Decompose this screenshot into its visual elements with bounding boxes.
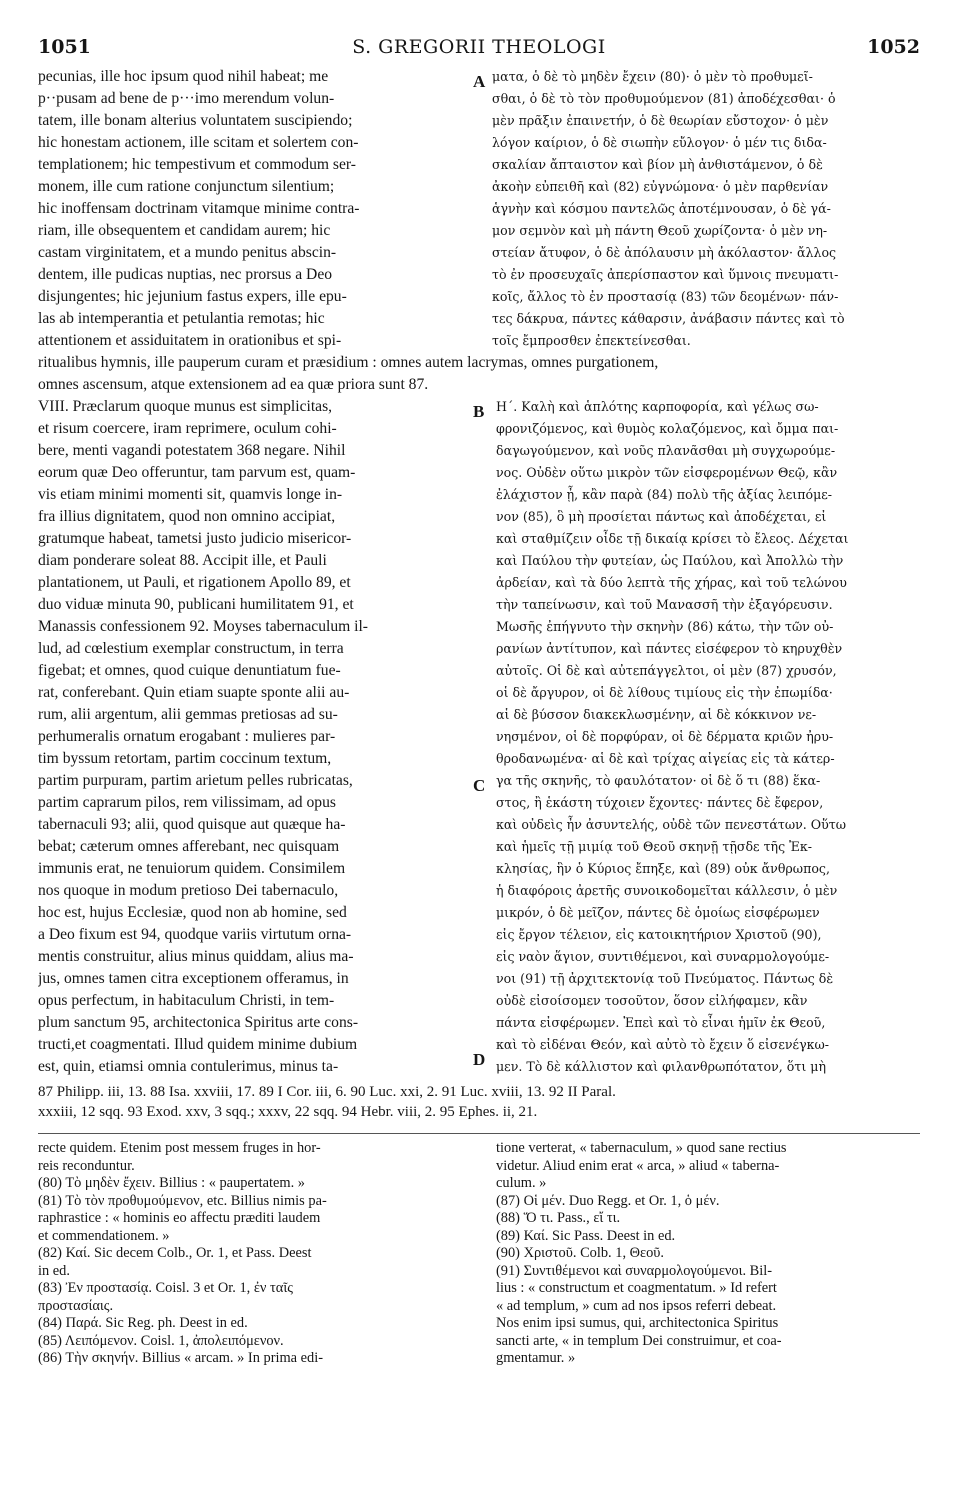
latin-text-line: tim byssum retortam, partim coccinum textum,	[38, 750, 332, 767]
critical-note-line: lius : « constructum et coagmentatum. » Id refert	[496, 1280, 777, 1296]
greek-text-line: μεν. Τὸ δὲ κάλλιστον καὶ φιλανθρωπότατον, ὅτι μὴ	[496, 1059, 827, 1074]
notes-right	[496, 1140, 922, 1368]
greek-text-line: αὐτοῖς. Οἱ δὲ καὶ αὐτεπάγγελτοι, οἱ μὲν (87) χρυσόν,	[496, 663, 837, 678]
latin-text-line: las ab intemperantia et petulantia remotas; hic	[38, 310, 325, 327]
critical-note-line: (84) Παρά. Sic Reg. ph. Deest in ed.	[38, 1315, 248, 1331]
latin-text-line: pecunias, ille hoc ipsum quod nihil habeat; me	[38, 68, 329, 85]
latin-text-line: partim caprarum pilos, rem vilissimam, ad opus	[38, 794, 336, 811]
greek-text-line: Μωσῆς ἐπήγνυτο τὴν σκηνὴν (86) κάτω, τὴν τῶν οὐ-	[496, 619, 834, 634]
latin-text-line: diam ponderare soleat 88. Accipit ille, et Pauli	[38, 552, 327, 569]
running-title: S. GREGORII THEOLOGI	[352, 36, 606, 58]
latin-text-line: plum sanctum 95, architectonica Spiritus arte cons-	[38, 1014, 359, 1031]
critical-note-line: « ad templum, » cum ad nos ipsos referri debeat.	[496, 1297, 777, 1314]
critical-note-line: raphrastice : « hominis eo affectu præditi laudem	[38, 1210, 321, 1226]
latin-text-line: gratumque habeat, tametsi justo judicio misericor-	[38, 530, 352, 547]
greek-text-line: νος. Οὐδὲν οὕτω μικρὸν τῶν εἰσφερομένων Θεῷ, κἂν	[496, 465, 838, 480]
latin-text-line: hic inoffensam doctrinam vitamque minime contra-	[38, 200, 360, 217]
latin-text-line: eorum quæ Deo offeruntur, tam parvum est, quam-	[38, 464, 356, 481]
greek-text-line: αἱ δὲ βύσσον διακεκλωσμένην, αἱ δὲ κόκκινον νε-	[496, 707, 817, 722]
greek-text-line: σκαλίαν ἄπταιστον καὶ βίον μὴ ἀνθιστάμενον, ὁ δὲ	[492, 157, 823, 172]
greek-text-line: καὶ σταθμίζειν οἶδε τῇ δικαίᾳ κρίσει τὸ ἔλεος. Δέχεται	[496, 531, 849, 546]
greek-text-line: κοῖς, ἄλλος τὸ ἐν προστασίᾳ (83) τῶν δεομένων· πάν-	[492, 289, 839, 304]
latin-text-line: VIII. Præclarum quoque munus est simplicitas,	[38, 398, 333, 415]
greek-text-line: στείαν ἄτυφον, ὁ δὲ ἀπόλαυσιν μὴ ἀκόλαστον· ἄλλος	[492, 245, 837, 260]
margin-marker-a: A	[473, 72, 486, 91]
critical-note-line: Nos enim ipsi sumus, qui, architectonica Spiritus	[496, 1315, 779, 1331]
greek-column-a	[492, 66, 922, 352]
greek-text-line: σθαι, ὁ δὲ τὸ τὸν προθυμούμενον (81) ἀποδέχεσθαι· ὁ	[492, 91, 836, 106]
critical-note-line: (90) Χριστοῦ. Colb. 1, Θεοῦ.	[496, 1245, 665, 1261]
latin-text-line: omnes ascensum, atque extensionem ad ea quæ priora sunt 87.	[38, 376, 429, 393]
latin-text-line: nos quoque in modum pretioso Dei tabernaculo,	[38, 882, 339, 899]
latin-column-b	[38, 396, 470, 1078]
latin-text-line: tructi,et coagmentati. Illud quidem minime dubium	[38, 1036, 358, 1053]
greek-text-line: καὶ Παύλου τὴν φυτείαν, ὡς Παύλου, καὶ Ἀπολλὼ τὴν	[496, 553, 844, 568]
greek-text-line: γα τῆς σκηνῆς, τὸ φαυλότατον· οἱ δὲ ὅ τι (88) ἕκα-	[496, 773, 821, 788]
greek-text-line: φρονιζόμενος, καὶ θυμὸς κολαζόμενος, καὶ ὄμμα παι-	[496, 421, 839, 436]
critical-note-line: reis reconduntur.	[38, 1157, 135, 1174]
greek-text-line: ἀκοὴν εὐπειθῆ καὶ (82) εὐγνώμονα· ὁ μὲν παρθενίαν	[492, 179, 829, 194]
critical-note-line: (82) Καί. Sic decem Colb., Or. 1, et Pass. Deest	[38, 1245, 312, 1261]
latin-text-line: rum, alii argentum, alii gemmas pretiosas ad su-	[38, 706, 338, 723]
critical-note-line: (87) Οἱ μέν. Duo Regg. et Or. 1, ὁ μέν.	[496, 1192, 720, 1209]
greek-text-line: ματα, ὁ δὲ τὸ μηδὲν ἔχειν (80)· ὁ μὲν τὸ προθυμεῖ-	[492, 69, 813, 84]
greek-text-line: μον σεμνὸν καὶ μὴ πάντη Θεοῦ χωρίζοντα· ὁ μὲν νη-	[492, 223, 828, 238]
greek-text-line: ρανίων ἀντίτυπον, καὶ πάντες εἰσέφερον τὸ κηρυχθὲν	[496, 641, 843, 656]
greek-text-line: οἱ δὲ ἄργυρον, οἱ δὲ λίθους τιμίους εἰς τὴν ἐπωμίδα·	[496, 685, 833, 700]
page-number-right: 1052	[867, 36, 920, 58]
greek-text-line: καὶ οὐδεὶς ἦν ἀσυντελής, οὐδὲ τῶν πενεστάτων. Οὕτω	[496, 817, 846, 832]
notes-left	[38, 1140, 470, 1368]
notes-divider	[38, 1133, 920, 1134]
latin-text-line: bere, menti vagandi potestatem 368 negare. Nihil	[38, 442, 346, 459]
greek-text-line: ἀρδείαν, καὶ τὰ δύο λεπτὰ τῆς χήρας, καὶ τοῦ τελώνου	[496, 575, 847, 590]
greek-text-line: ἡ διαφόροις ἀρετῆς συνοικοδομεῖται κάλλεσιν, ὁ μὲν	[496, 883, 838, 898]
critical-note-line: gmentamur. »	[496, 1350, 576, 1366]
greek-text-line: κλησίας, ἣν ὁ Κύριος ἔπηξε, καὶ (89) οὐκ ἄνθρωπος,	[496, 861, 830, 876]
greek-text-line: στος, ἢ ἑκάστη τύχοιεν ἔχοντες· πάντες δὲ ἔφερον,	[496, 795, 824, 810]
latin-text-line: Manassis confessionem 92. Moyses tabernaculum il-	[38, 618, 369, 635]
greek-text-line: οὐδὲ εἰσοίσομεν τοσοῦτον, ὅσον εἰλήφαμεν, κἂν	[496, 993, 808, 1008]
critical-note-line: et commendationem. »	[38, 1227, 170, 1244]
greek-text-line: εἰς ἔργον τέλειον, εἰς κατοικητήριον Χριστοῦ (90),	[496, 927, 822, 942]
footnote-line: xxxiii, 12 sqq. 93 Exod. xxv, 3 sqq.; xxxv, 22 sqq. 94 Hebr. viii, 2. 95 Ephes. ii, 21.	[38, 1104, 538, 1120]
latin-text-line: perhumeralis ornatum erogabant : mulieres par-	[38, 728, 336, 745]
latin-text-line: vis etiam minimi momenti sit, quamvis longe in-	[38, 486, 343, 503]
latin-text-line: templationem; hic tempestivum et commodum ser-	[38, 156, 356, 173]
latin-text-line: jus, omnes tamen citra exceptionem offeramus, in	[38, 970, 349, 987]
latin-text-line: bebat; cæterum omnes afferebant, nec quisquam	[38, 838, 340, 855]
latin-text-line: dentem, ille pudicas nuptias, nec prorsus a Deo	[38, 266, 333, 283]
latin-text-line: immunis erat, ne tenuiorum quidem. Consimilem	[38, 860, 346, 877]
critical-note-line: (91) Συντιθέμενοι καὶ συναρμολογούμενοι. Bil-	[496, 1262, 773, 1279]
greek-text-line: νοι (91) τῇ ἀρχιτεκτονίᾳ τοῦ Πνεύματος. Πάντως δὲ	[496, 971, 834, 986]
margin-marker-d: D	[473, 1050, 486, 1069]
latin-text-line: plantationem, ut Pauli, et rigationem Apollo 89, et	[38, 574, 351, 591]
critical-note-line: (81) Τὸ τὸν προθυμούμενον, etc. Billius nimis pa-	[38, 1192, 327, 1209]
margin-marker-c: C	[473, 776, 486, 795]
greek-text-line: εἰς ναὸν ἅγιον, συντιθέμενοι, καὶ συναρμολογούμε-	[496, 949, 830, 964]
greek-text-line: ἐλάχιστον ᾖ, κἂν παρὰ (84) πολὺ τῆς ἀξίας λειπόμε-	[496, 487, 833, 502]
greek-text-line: Η΄. Καλὴ καὶ ἁπλότης καρποφορία, καὶ γέλως σω-	[496, 399, 819, 414]
latin-text-line: disjungentes; hic jejunium fastus expers, ille epu-	[38, 288, 347, 305]
greek-text-line: τες δάκρυα, πάντες κάθαρσιν, ἀνάβασιν πάντες καὶ τὸ	[492, 311, 845, 326]
latin-text-line: tatem, ille bonam alterius voluntatem suscipiendo;	[38, 112, 353, 129]
latin-text-line: castam virginitatem, et a mundo penitus abscin-	[38, 244, 337, 261]
latin-text-line: lud, ad cœlestium exemplar constructum, in terra	[38, 640, 344, 657]
latin-text-line: monem, ille cum ratione conjunctum silentium;	[38, 178, 335, 195]
latin-text-line: fra illius dignitatem, quod non omnino accipiat,	[38, 508, 336, 525]
critical-note-line: (85) Λειπόμενον. Coisl. 1, ἀπολειπόμενον.	[38, 1332, 284, 1349]
page-header	[38, 36, 920, 60]
critical-note-line: (83) Ἐν προστασίᾳ. Coisl. 3 et Or. 1, ἐν ταῖς	[38, 1280, 293, 1296]
critical-note-line: tione verterat, « tabernaculum, » quod sane rectius	[496, 1140, 787, 1156]
greek-text-line: θροδανωμένα· αἱ δὲ καὶ τρίχας αἰγείας εἰς τὰ κάτερ-	[496, 751, 835, 766]
latin-text-line: est, quin, etiamsi omnia contulerimus, minus ta-	[38, 1058, 339, 1075]
latin-text-line: tabernaculi 93; alii, quod quisque aut quæque ha-	[38, 816, 346, 833]
critical-note-line: (86) Τὴν σκηνήν. Billius « arcam. » In prima edi-	[38, 1350, 324, 1366]
latin-text-line: p··pusam ad bene de p···imo merendum volun-	[38, 90, 335, 107]
latin-text-line: hic honestam actionem, ille scitam et solertem con-	[38, 134, 359, 151]
footnotes	[38, 1082, 928, 1122]
greek-text-line: λόγον καίριον, ὁ δὲ σιωπὴν εὔλογον· ὁ μέν τις διδα-	[492, 135, 827, 150]
latin-text-line: figebat; et omnes, quod cuique denuntiatum fue-	[38, 662, 341, 679]
greek-text-line: νησμένον, οἱ δὲ πορφύραν, οἱ δὲ δέρματα κριῶν ἠρυ-	[496, 729, 834, 744]
margin-marker-b: B	[473, 402, 485, 421]
greek-text-line: ἁγνὴν καὶ κόσμου παντελῶς ἀποτέμνουσαν, ὁ δὲ γά-	[492, 201, 831, 216]
greek-text-line: νον (85), ὃ μὴ προσίεται πάντως καὶ ἀποδέχεται, εἰ	[496, 509, 827, 524]
greek-text-line: καὶ τὸ εἰδέναι Θεόν, καὶ αὐτὸ τὸ ἔχειν ὅ εἰσενέγκω-	[496, 1037, 829, 1052]
latin-text-line: ritualibus hymnis, ille pauperum curam et præsidium : omnes autem lacrymas, omnes purgationem,	[38, 354, 659, 371]
latin-text-line: attentionem et assiduitatem in orationibus et spi-	[38, 332, 342, 349]
latin-text-line: duo viduæ minuta 90, publicani humilitatem 91, et	[38, 596, 354, 613]
latin-full-width	[38, 352, 922, 396]
greek-text-line: καὶ ἡμεῖς τῇ μιμίᾳ τοῦ Θεοῦ σκηνῇ τῇσδε τῆς Ἐκ-	[496, 839, 813, 854]
latin-text-line: rat, conferebant. Quin etiam suapte sponte alii au-	[38, 684, 350, 701]
latin-text-line: mentis construitur, alius minus quiddam, alius ma-	[38, 948, 354, 965]
greek-text-line: τοῖς ἔμπροσθεν ἐπεκτείνεσθαι.	[492, 333, 691, 348]
latin-text-line: opus perfectum, in habitaculum Christi, in tem-	[38, 992, 335, 1009]
latin-text-line: a Deo fixum est 94, quodque variis virtutum orna-	[38, 926, 352, 943]
latin-column-a	[38, 66, 470, 352]
latin-text-line: partim purpuram, partim arietum pelles rubricatas,	[38, 772, 353, 789]
greek-text-line: μὲν πρᾶξιν ἐπαινετήν, ὁ δὲ θεωρίαν εὔστοχον· ὁ μὲν	[492, 113, 829, 128]
critical-note-line: videtur. Aliud enim erat « arca, » aliud « taberna-	[496, 1157, 780, 1174]
critical-note-line: in ed.	[38, 1262, 70, 1279]
critical-note-line: sancti arte, « in templum Dei construimur, et coa-	[496, 1332, 782, 1349]
critical-note-line: προστασίαις.	[38, 1297, 114, 1314]
latin-text-line: riam, ille obsequentem et candidam aurem; hic	[38, 222, 331, 239]
critical-note-line: (89) Καί. Sic Pass. Deest in ed.	[496, 1227, 676, 1244]
greek-text-line: τὴν ταπείνωσιν, καὶ τοῦ Μανασσῆ τὴν ἐξαγόρευσιν.	[496, 597, 833, 612]
greek-text-line: πάντα εἰσφέρωμεν. Ἐπεὶ καὶ τὸ εἶναι ἡμῖν ἐκ Θεοῦ,	[496, 1015, 826, 1030]
latin-text-line: hoc est, hujus Ecclesiæ, quod non ab homine, sed	[38, 904, 347, 921]
critical-note-line: recte quidem. Etenim post messem fruges in hor-	[38, 1140, 321, 1156]
greek-column-b	[496, 396, 922, 1078]
footnote-line: 87 Philipp. iii, 13. 88 Isa. xxviii, 17. 89 I Cor. iii, 6. 90 Luc. xxi, 2. 91 Luc. xviii, 13. 92 II Paral.	[38, 1084, 616, 1100]
greek-text-line: μικρόν, ὁ δὲ μεῖζον, πάντες δὲ ὁμοίως εἰσφέρωμεν	[496, 905, 820, 920]
critical-note-line: (88) Ὅ τι. Pass., εἴ τι.	[496, 1210, 621, 1226]
critical-note-line: (80) Τὸ μηδὲν ἔχειν. Billius : « paupertatem. »	[38, 1175, 305, 1191]
latin-text-line: et risum coercere, iram reprimere, oculum cohi-	[38, 420, 337, 437]
page-number-left: 1051	[38, 36, 91, 58]
critical-note-line: culum. »	[496, 1175, 547, 1191]
greek-text-line: τὸ ἐν προσευχαῖς ἀπερίσπαστον καὶ ὕμνοις πνευματι-	[492, 267, 839, 282]
greek-text-line: δαγωγούμενον, καὶ νοῦς πλανᾶσθαι μὴ συγχωρούμε-	[496, 443, 836, 458]
